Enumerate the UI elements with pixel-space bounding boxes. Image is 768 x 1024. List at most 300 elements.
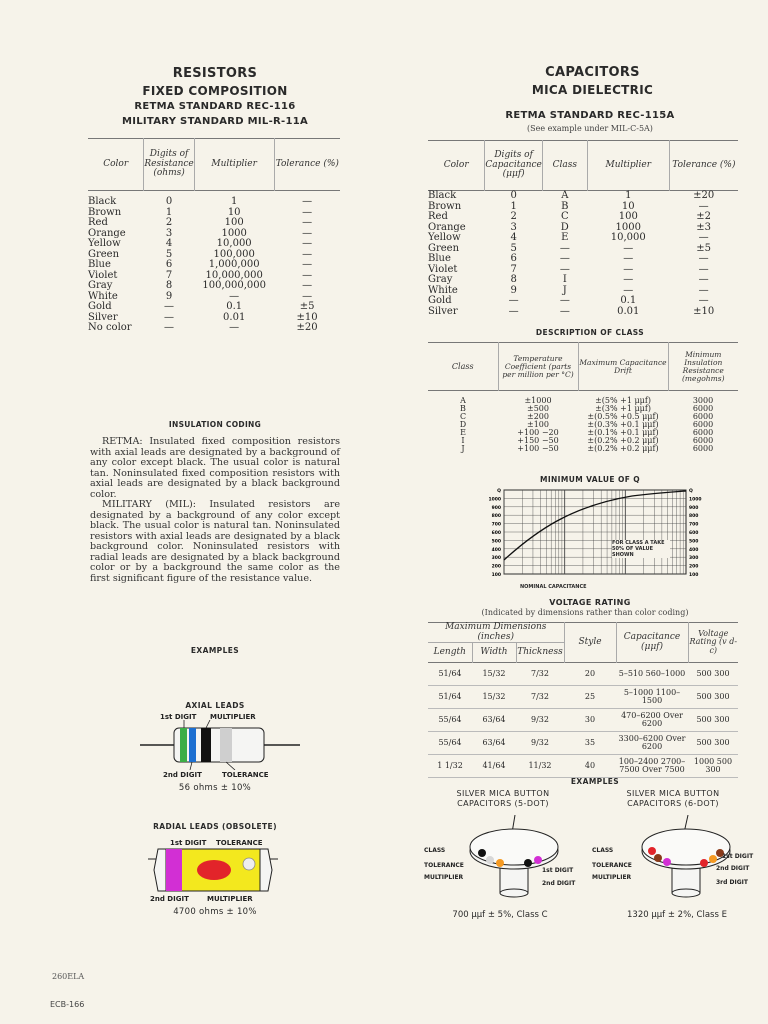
- cap-cell: 0: [510, 190, 517, 201]
- volt-cell: 35: [564, 732, 616, 755]
- res-cell: 0.1: [226, 301, 243, 312]
- cap5-label-multiplier: MULTIPLIER: [424, 874, 464, 881]
- class-cell: ±200: [527, 412, 549, 421]
- cap-cell: —: [559, 263, 570, 275]
- class-cell: 6000: [692, 420, 714, 429]
- res-cell: —: [302, 280, 313, 291]
- cap5-label-tolerance: TOLERANCE: [424, 862, 464, 869]
- class-cell: ±(0.2% +0.2 μμf): [587, 436, 659, 445]
- res-cell: Orange: [88, 227, 126, 239]
- res-row: [88, 239, 340, 250]
- class-cell: 6000: [692, 404, 714, 413]
- res-cell: —: [302, 269, 313, 281]
- cap6-dot-multiplier: [663, 858, 671, 866]
- res-cell: Green: [88, 248, 120, 260]
- q-tick-label-left: 1000: [488, 497, 501, 503]
- cap-header-class: Class: [542, 141, 587, 191]
- cap-cell: I: [562, 274, 567, 285]
- class-cell: C: [459, 412, 467, 421]
- res-cell: 10,000,000: [205, 269, 263, 281]
- res-cell: —: [164, 322, 175, 333]
- cap5-label-2nd-digit: 2nd DIGIT: [542, 880, 576, 887]
- res-cell: 0.01: [223, 311, 246, 323]
- res-cell: 10: [227, 206, 241, 218]
- res-cell: —: [302, 248, 313, 260]
- cap5-dot-1st-digit: [534, 856, 542, 864]
- volt-cell: 5–1000 1100–1500: [616, 686, 688, 709]
- cap-cell: Silver: [428, 305, 458, 317]
- volt-cell: 7/32: [516, 686, 564, 709]
- res-cell: 1000: [221, 227, 247, 239]
- volt-cell: 40: [564, 755, 616, 778]
- res-cell: 0: [165, 196, 173, 207]
- volt-cell: 25: [564, 686, 616, 709]
- res-cell: Gray: [88, 280, 113, 291]
- q-tick-label-left: 500: [491, 539, 501, 545]
- q-tick-label-right: Q: [689, 489, 693, 494]
- class-cell: ±(0.3% +0.1 μμf): [587, 420, 659, 429]
- cap-cell: —: [698, 274, 709, 285]
- axial-band-black: [201, 728, 211, 762]
- cap-cell: 9: [510, 284, 517, 296]
- axial-tolerance-label: TOLERANCE: [222, 771, 269, 779]
- cap-cell: 5: [510, 242, 517, 254]
- footer-code-top: 260ELA: [52, 972, 85, 981]
- cap-cell: B: [561, 200, 569, 212]
- cap-cell: 7: [510, 263, 517, 275]
- footer-code-bottom: ECB-166: [50, 1000, 85, 1009]
- capacitors-retma: RETMA STANDARD REC-115A: [505, 110, 675, 121]
- class-header-drift: Maximum Capacitance Drift: [578, 343, 668, 391]
- volt-cell: 7/32: [516, 663, 564, 686]
- capacitor-6dot-diagram: [600, 815, 750, 905]
- cap5-label-class: CLASS: [424, 847, 446, 854]
- class-row: [428, 413, 738, 421]
- radial-2nd-digit-label: 2nd DIGIT: [150, 895, 189, 903]
- res-header-color: Color: [103, 158, 129, 169]
- res-cell: —: [302, 217, 313, 228]
- radial-dot-silver: [243, 858, 255, 870]
- voltage-header-capacitance: Capacitance (μμf): [616, 623, 688, 663]
- cap-cell: —: [559, 253, 570, 264]
- voltage-header-length: Length: [433, 646, 466, 657]
- cap-cell: 10: [621, 200, 635, 212]
- axial-1st-digit-label: 1st DIGIT: [160, 713, 197, 721]
- volt-row: [428, 732, 738, 755]
- class-cell: 6000: [692, 436, 714, 445]
- res-row: [88, 260, 340, 271]
- res-cell: 7: [165, 269, 173, 281]
- capacitor-color-table: [428, 140, 738, 317]
- q-tick-label-left: Q: [497, 489, 501, 494]
- res-cell: Blue: [88, 259, 111, 270]
- cap-cell: 8: [510, 274, 517, 285]
- cap-cell: Gold: [428, 295, 452, 306]
- res-cell: Violet: [88, 269, 118, 281]
- class-header-temp: Temperature Coefficient (parts per million per °C): [498, 343, 578, 391]
- axial-band-blue: [189, 728, 196, 762]
- res-cell: —: [302, 238, 313, 249]
- cap-cell: ±3: [696, 221, 712, 233]
- cap-header-tolerance: Tolerance (%): [669, 141, 738, 191]
- volt-row: [428, 686, 738, 709]
- cap-cell: Green: [428, 242, 460, 254]
- class-row: [428, 445, 738, 453]
- volt-cell: 51/64: [428, 686, 472, 709]
- cap-header-multiplier: Multiplier: [587, 141, 669, 191]
- res-cell: —: [302, 196, 313, 207]
- cap-cell: 2: [510, 211, 517, 222]
- res-cell: —: [229, 322, 240, 333]
- cap-row: [428, 202, 738, 213]
- cap-header-color: Color: [443, 159, 469, 170]
- capacitors-see-example: (See example under MIL-C-5A): [527, 124, 653, 133]
- class-cell: A: [460, 396, 466, 405]
- cap-cell: ±5: [696, 242, 712, 254]
- cap-row: [428, 254, 738, 265]
- volt-cell: 15/32: [472, 663, 516, 686]
- q-tick-label-left: 300: [491, 556, 501, 562]
- cap-cell: —: [623, 253, 634, 264]
- cap5-dot-multiplier: [496, 859, 504, 867]
- cap6-label-multiplier: MULTIPLIER: [592, 874, 632, 881]
- cap-cell: 1: [625, 190, 632, 201]
- cap6-label-3rd-digit: 3rd DIGIT: [716, 879, 748, 886]
- q-chart-note: FOR CLASS A TAKE 50% OF VALUE SHOWN: [612, 540, 670, 558]
- class-row: [428, 421, 738, 429]
- cap-row: [428, 244, 738, 255]
- res-cell: —: [302, 227, 313, 239]
- q-chart-title: MINIMUM VALUE OF Q: [539, 475, 641, 484]
- radial-end-magenta: [166, 849, 182, 891]
- volt-cell: 41/64: [472, 755, 516, 778]
- cap-cell: —: [623, 263, 634, 275]
- q-tick-label-left: 400: [491, 547, 501, 553]
- cap-cell: —: [698, 200, 709, 212]
- cap-cell: —: [698, 263, 709, 275]
- cap-cell: Gray: [428, 274, 453, 285]
- capacitors-subtitle: MICA DIELECTRIC: [531, 83, 654, 97]
- res-cell: No color: [88, 322, 132, 333]
- voltage-table: [428, 622, 738, 778]
- cap-row: [428, 191, 738, 202]
- q-tick-label-left: 600: [491, 531, 501, 536]
- class-cell: 6000: [692, 428, 714, 437]
- q-chart: [482, 482, 706, 594]
- cap6-dot-2nd-digit: [709, 855, 717, 863]
- class-cell: +100 −20: [517, 428, 559, 437]
- res-cell: —: [164, 311, 175, 323]
- volt-cell: 500 300: [688, 732, 738, 755]
- class-cell: ±(5% +1 μμf): [595, 396, 651, 405]
- cap-cell: Yellow: [428, 232, 461, 243]
- class-cell: ±(0.2% +0.2 μμf): [587, 444, 659, 453]
- res-row: [88, 323, 340, 334]
- class-cell: ±500: [527, 404, 549, 413]
- cap-cell: —: [508, 305, 519, 317]
- res-cell: 1: [165, 206, 173, 218]
- volt-cell: 51/64: [428, 663, 472, 686]
- axial-title: AXIAL LEADS: [185, 701, 245, 710]
- q-tick-label-left: 100: [491, 573, 501, 578]
- cap-cell: C: [560, 211, 569, 222]
- class-cell: D: [459, 420, 467, 429]
- cap5-caption: 700 μμf ± 5%, Class C: [452, 910, 548, 920]
- cap5-dot-2nd-digit: [524, 859, 532, 867]
- class-header-insulation: Minimum Insulation Resistance (megohms): [668, 343, 738, 391]
- res-cell: 100,000,000: [202, 280, 266, 291]
- q-tick-label-right: 600: [689, 531, 699, 536]
- res-row: [88, 281, 340, 292]
- volt-cell: 5–510 560–1000: [616, 663, 688, 686]
- capacitors-title: CAPACITORS: [545, 65, 640, 80]
- cap-cell: —: [698, 295, 709, 306]
- res-row: [88, 302, 340, 313]
- q-tick-label-left: 900: [491, 505, 501, 511]
- volt-cell: 9/32: [516, 709, 564, 732]
- cap-cell: 0.1: [620, 295, 637, 306]
- res-cell: —: [229, 290, 240, 302]
- res-cell: Red: [88, 217, 108, 228]
- q-tick-label-right: 900: [689, 505, 699, 511]
- cap6-dot-class: [648, 847, 656, 855]
- volt-cell: 500 300: [688, 686, 738, 709]
- res-cell: 8: [165, 280, 173, 291]
- res-cell: Silver: [88, 311, 118, 323]
- class-cell: 3000: [692, 396, 714, 405]
- cap6-dot-tolerance: [654, 854, 662, 862]
- class-cell: ±(0.1% +0.1 μμf): [587, 428, 659, 437]
- cap-row: [428, 233, 738, 244]
- res-cell: Gold: [88, 301, 112, 312]
- radial-tolerance-label: TOLERANCE: [216, 839, 263, 847]
- cap-row: [428, 275, 738, 286]
- cap-cell: J: [562, 284, 567, 296]
- res-cell: 6: [165, 259, 173, 270]
- voltage-header-thickness: Thickness: [516, 643, 564, 663]
- cap-cell: —: [559, 242, 570, 254]
- cap-row: [428, 307, 738, 318]
- res-cell: 2: [165, 217, 173, 228]
- cap-cell: Brown: [428, 200, 462, 212]
- voltage-title: VOLTAGE RATING: [549, 598, 631, 607]
- class-cell: I: [461, 436, 465, 445]
- cap-cell: D: [560, 221, 569, 233]
- cap-cell: 3: [510, 221, 517, 233]
- class-header-class: Class: [451, 361, 474, 371]
- res-cell: Brown: [88, 206, 122, 218]
- volt-cell: 500 300: [688, 709, 738, 732]
- volt-cell: 100–2400 2700–7500 Over 7500: [616, 755, 688, 778]
- cap-cell: 1000: [615, 221, 641, 233]
- volt-cell: 500 300: [688, 663, 738, 686]
- volt-cell: 9/32: [516, 732, 564, 755]
- volt-cell: 1 1/32: [428, 755, 472, 778]
- cap-cell: 100: [618, 211, 638, 222]
- res-cell: 10,000: [216, 238, 252, 249]
- cap6-label-1st-digit: 1st DIGIT: [722, 853, 754, 860]
- cap-row: [428, 296, 738, 307]
- volt-row: [428, 663, 738, 686]
- cap5-dot-class-black: [478, 849, 486, 857]
- q-tick-label-left: 700: [491, 522, 501, 528]
- q-tick-label-left: 800: [491, 514, 501, 520]
- radial-multiplier-label: MULTIPLIER: [207, 895, 253, 903]
- cap-cell: 4: [510, 232, 517, 243]
- cap-cell: 10,000: [610, 232, 646, 243]
- axial-multiplier-label: MULTIPLIER: [210, 713, 256, 721]
- cap-cell: —: [698, 232, 709, 243]
- cap-cell: —: [698, 284, 709, 296]
- q-tick-label-right: 400: [689, 547, 699, 553]
- voltage-header-style: Style: [564, 623, 616, 663]
- resistors-subtitle: FIXED COMPOSITION: [142, 84, 288, 98]
- radial-title: RADIAL LEADS (OBSOLETE): [153, 822, 277, 831]
- insulation-mil-paragraph: MILITARY (MIL): Insulated resistors are designated by a background of any color except black. The usual color is natural tan. Noninsulated resistors with axial leads are designated by a black background color. Noninsulated resistors with radial leads are designated by a black background color or by a background the same color as the first significant figure of the resistance value.: [90, 499, 340, 584]
- axial-2nd-digit-label: 2nd DIGIT: [163, 771, 202, 779]
- cap-row: [428, 286, 738, 297]
- res-cell: 100: [224, 217, 244, 228]
- res-cell: 3: [165, 227, 173, 239]
- q-tick-label-right: 300: [689, 556, 699, 562]
- class-cell: ±1000: [524, 396, 552, 405]
- class-row: [428, 437, 738, 445]
- radial-caption: 4700 ohms ± 10%: [173, 907, 257, 917]
- class-cell: +150 −50: [517, 436, 559, 445]
- class-cell: B: [460, 404, 466, 413]
- insulation-title: INSULATION CODING: [168, 420, 262, 429]
- resistor-examples-title: EXAMPLES: [190, 646, 240, 655]
- class-row: [428, 429, 738, 437]
- cap-cell: —: [559, 295, 570, 306]
- res-row: [88, 197, 340, 208]
- volt-cell: 55/64: [428, 709, 472, 732]
- cap6-label-class: CLASS: [592, 847, 614, 854]
- volt-cell: 63/64: [472, 732, 516, 755]
- cap-cell: Red: [428, 211, 448, 222]
- cap6-label-2nd-digit: 2nd DIGIT: [716, 865, 750, 872]
- res-header-multiplier: Multiplier: [194, 139, 274, 191]
- voltage-subtitle: (Indicated by dimensions rather than color coding): [481, 608, 689, 617]
- volt-cell: 63/64: [472, 709, 516, 732]
- cap6-caption: 1320 μμf ± 2%, Class E: [627, 910, 727, 920]
- cap-cell: A: [561, 190, 569, 201]
- axial-resistor-diagram: [140, 720, 300, 770]
- radial-dot-red: [197, 860, 231, 880]
- volt-cell: 470–6200 Over 6200: [616, 709, 688, 732]
- res-cell: —: [302, 206, 313, 218]
- class-row: [428, 405, 738, 413]
- axial-band-silver: [220, 728, 232, 762]
- cap6-label-tolerance: TOLERANCE: [592, 862, 632, 869]
- res-cell: —: [302, 259, 313, 270]
- cap-cell: Violet: [428, 263, 458, 275]
- cap-cell: 1: [510, 200, 517, 212]
- radial-resistor-diagram: [148, 845, 278, 897]
- q-tick-label-right: 200: [689, 564, 699, 570]
- res-cell: 9: [165, 290, 173, 302]
- example-5dot-title: SILVER MICA BUTTON CAPACITORS (5-DOT): [456, 789, 550, 808]
- resistors-mil: MILITARY STANDARD MIL-R-11A: [121, 116, 309, 127]
- cap-cell: 0.01: [617, 305, 640, 317]
- cap-cell: —: [623, 242, 634, 254]
- volt-cell: 20: [564, 663, 616, 686]
- q-tick-label-right: 100: [689, 573, 699, 578]
- resistors-retma: RETMA STANDARD REC-116: [134, 101, 296, 112]
- cap-cell: ±20: [693, 190, 715, 201]
- q-chart-xlabel: NOMINAL CAPACITANCE: [520, 584, 587, 590]
- volt-cell: 55/64: [428, 732, 472, 755]
- cap-row: [428, 265, 738, 276]
- q-tick-label-right: 800: [689, 514, 699, 520]
- cap-cell: —: [559, 305, 570, 317]
- cap5-label-1st-digit: 1st DIGIT: [542, 867, 574, 874]
- class-cell: +100 −50: [517, 444, 559, 453]
- voltage-header-width: Width: [472, 643, 516, 663]
- q-tick-label-right: 700: [689, 522, 699, 528]
- q-tick-label-left: 200: [491, 564, 501, 570]
- volt-cell: 11/32: [516, 755, 564, 778]
- res-cell: White: [88, 290, 118, 302]
- resistor-color-table: [88, 138, 340, 334]
- cap-row: [428, 223, 738, 234]
- cap-cell: —: [623, 274, 634, 285]
- cap-header-digits: Digits of Capacitance (μμf): [485, 141, 542, 191]
- volt-row: [428, 709, 738, 732]
- cap6-dot-3rd-digit: [700, 859, 708, 867]
- res-cell: ±20: [296, 322, 318, 333]
- cap-cell: 6: [510, 253, 517, 264]
- res-cell: 100,000: [213, 248, 255, 260]
- axial-band-green: [180, 728, 187, 762]
- capacitor-examples-title: EXAMPLES: [570, 777, 620, 786]
- res-cell: ±10: [296, 311, 318, 323]
- res-cell: Yellow: [88, 238, 121, 249]
- cap-cell: ±10: [693, 305, 715, 317]
- class-cell: ±100: [527, 420, 549, 429]
- example-6dot-title: SILVER MICA BUTTON CAPACITORS (6-DOT): [626, 789, 720, 808]
- cap-cell: —: [698, 253, 709, 264]
- radial-1st-digit-label: 1st DIGIT: [170, 839, 207, 847]
- res-header-digits: Digits of Resistance (ohms): [144, 139, 194, 191]
- class-description-title: DESCRIPTION OF CLASS: [535, 328, 645, 337]
- class-cell: ±(3% +1 μμf): [595, 404, 651, 413]
- res-cell: 1: [230, 196, 238, 207]
- class-cell: 6000: [692, 444, 714, 453]
- voltage-header-rating: Voltage Rating (v d-c): [688, 623, 738, 663]
- cap-cell: E: [561, 232, 569, 243]
- capacitor-5dot-diagram: [420, 815, 590, 905]
- cap-row: [428, 212, 738, 223]
- cap-cell: White: [428, 284, 458, 296]
- res-header-tolerance: Tolerance (%): [274, 139, 340, 191]
- res-cell: —: [164, 301, 175, 312]
- class-row: [428, 397, 738, 405]
- volt-cell: 3300–6200 Over 6200: [616, 732, 688, 755]
- res-row: [88, 218, 340, 229]
- q-tick-label-right: 500: [689, 539, 699, 545]
- cap5-dot-tolerance: [486, 856, 494, 864]
- cap-cell: Black: [428, 190, 457, 201]
- axial-caption: 56 ohms ± 10%: [178, 783, 252, 793]
- res-cell: 4: [165, 238, 173, 249]
- volt-cell: 15/32: [472, 686, 516, 709]
- volt-cell: 1000 500 300: [688, 755, 738, 778]
- class-cell: ±(0.5% +0.5 μμf): [587, 412, 659, 421]
- res-cell: ±5: [299, 301, 315, 312]
- class-cell: E: [460, 428, 466, 437]
- res-cell: 1,000,000: [208, 259, 260, 270]
